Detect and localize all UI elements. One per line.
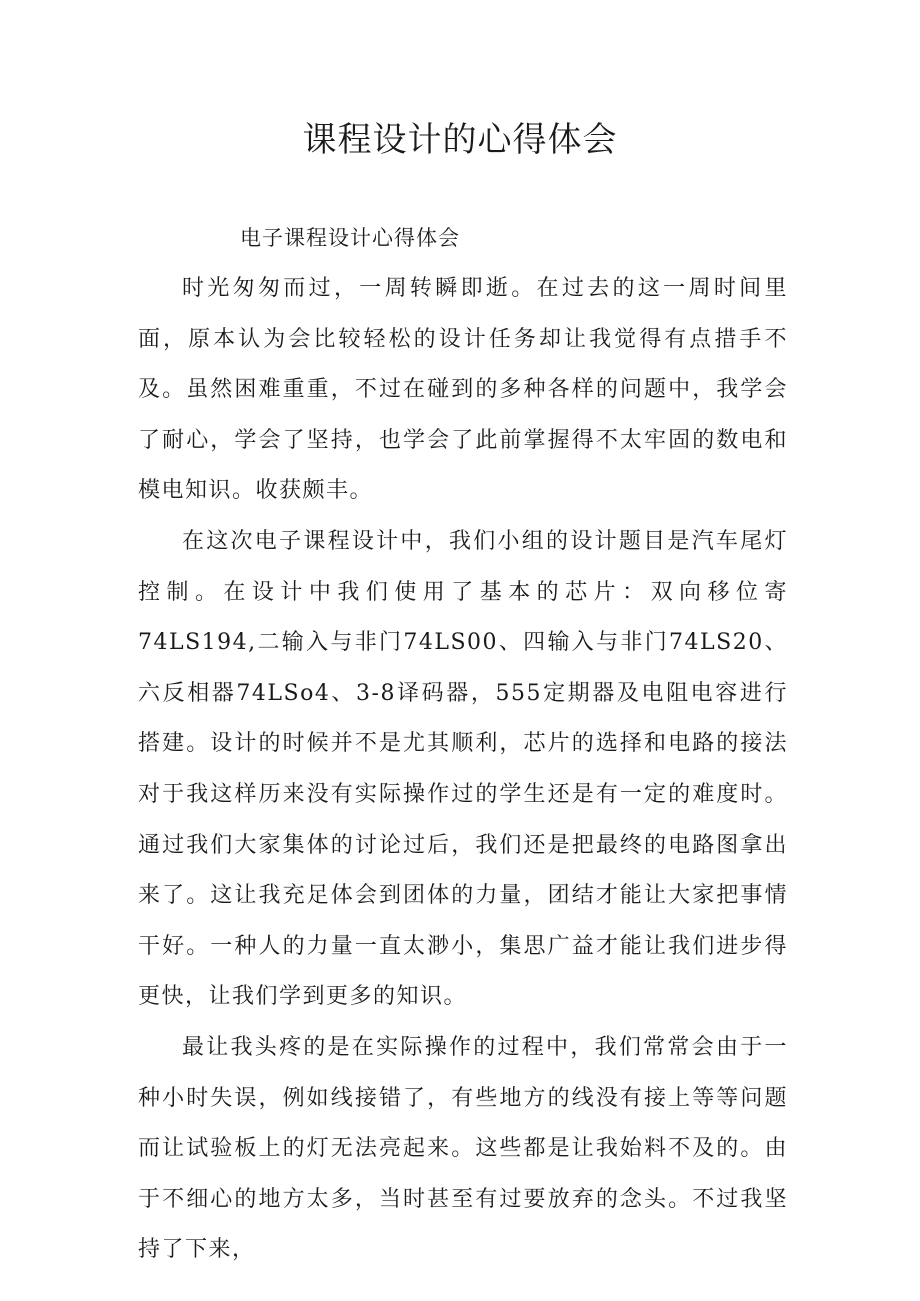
document-title: 课程设计的心得体会: [302, 120, 618, 160]
paragraph-1: 时光匆匆而过，一周转瞬即逝。在过去的这一周时间里面，原本认为会比较轻松的设计任务却让我觉得有点措手不及。虽然困难重重，不过在碰到的多种各样的问题中，我学会了耐心，学会了坚持，也学会了此前掌握得不太牢固的数电和模电知识。收获颇丰。: [138, 276, 788, 504]
paragraph-2: 在这次电子课程设计中，我们小组的设计题目是汽车尾灯控制。在设计中我们使用了基本的芯片：双向移位寄74LS194,二输入与非门74LS00、四输入与非门74LS20、六反相器74LSo4、3-8译码器，555定期器及电阻电容进行搭建。设计的时候并不是尤其顺利，芯片的选择和电路的接法对于我这样历来没有实际操作过的学生还是有一定的难度时。通过我们大家集体的讨论过后，我们还是把最终的电路图拿出来了。这让我充足体会到团体的力量，团结才能让大家把事情干好。一种人的力量一直太渺小，集思广益才能让我们进步得更快，让我们学到更多的知识。: [138, 528, 788, 1010]
paragraph-3: 最让我头疼的是在实际操作的过程中，我们常常会由于一种小时失误，例如线接错了，有些地方的线没有接上等等问题而让试验板上的灯无法亮起来。这些都是让我始料不及的。由于不细心的地方太多，当时甚至有过要放弃的念头。不过我坚持了下来，: [138, 1034, 788, 1263]
document-subtitle: 电子课程设计心得体会: [240, 226, 460, 250]
document-body: [138, 264, 788, 1276]
